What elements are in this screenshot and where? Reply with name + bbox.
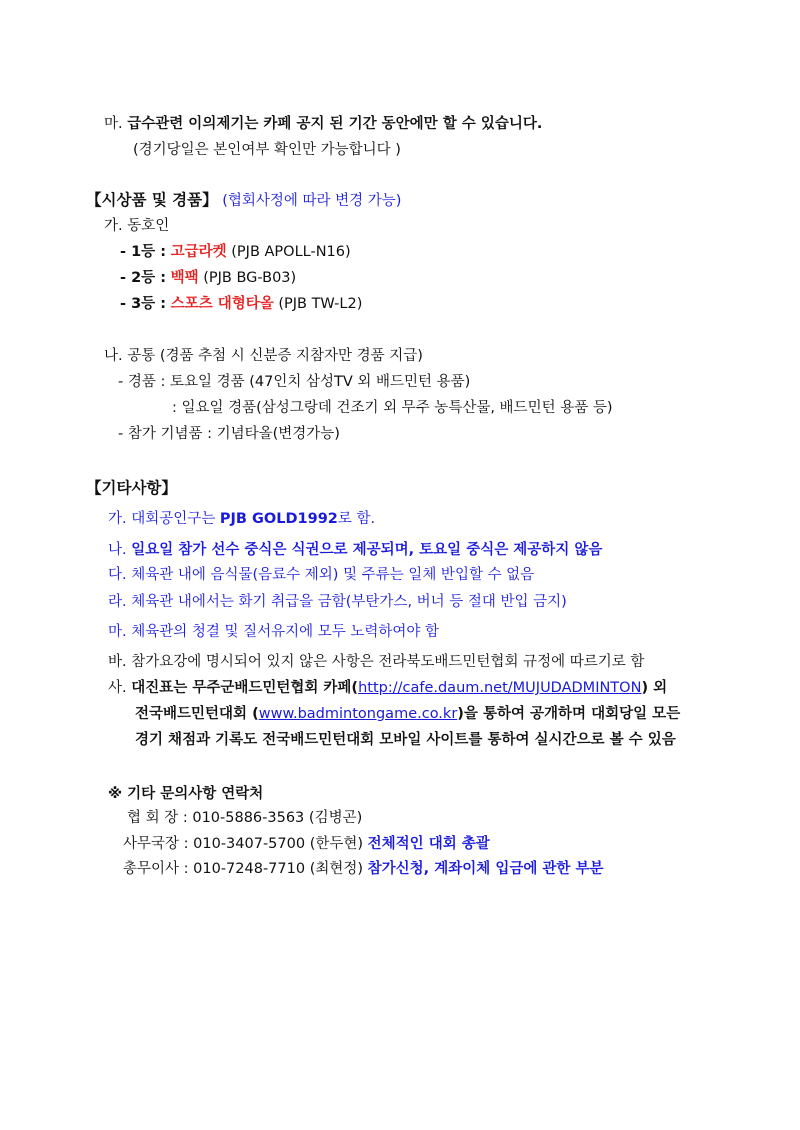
etc-heading: 【기타사항】 bbox=[86, 479, 177, 497]
etc-sa-line3: 경기 채점과 기록도 전국배드민턴대회 모바일 사이트를 통하여 실시간으로 볼 수 있음 bbox=[135, 732, 676, 748]
etc-item-sa bbox=[108, 678, 667, 698]
etc-item-ga bbox=[108, 509, 375, 529]
prize-model: (PJB TW-L2) bbox=[278, 296, 363, 312]
prizes-heading-line bbox=[86, 190, 401, 211]
contact-row bbox=[127, 808, 362, 828]
etc-item-da: 다. 체육관 내에 음식물(음료수 제외) 및 주류는 일체 반입할 수 없음 bbox=[108, 567, 535, 583]
etc-na-prefix: 나. bbox=[108, 542, 127, 558]
contacts-heading: ※ 기타 문의사항 연락처 bbox=[108, 786, 264, 802]
prize-rank: - 2등 : bbox=[120, 270, 167, 286]
prize-name: 고급라켓 bbox=[170, 244, 227, 260]
complaint-line bbox=[104, 114, 542, 134]
lottery-saturday: - 경품 : 토요일 경품 (47인치 삼성TV 외 배드민턴 용품) bbox=[118, 374, 471, 390]
contact-phone: 010-5886-3563 bbox=[192, 810, 305, 826]
etc-sa-line2-a: 전국배드민턴대회 ( bbox=[135, 706, 259, 722]
etc-sa-text1: 대진표는 무주군배드민턴협회 카페( bbox=[131, 680, 359, 696]
prize-item-1 bbox=[120, 242, 351, 262]
prize-name: 백팩 bbox=[170, 270, 199, 286]
prize-item-3 bbox=[120, 294, 362, 314]
etc-item-ma: 마. 체육관의 청결 및 질서유지에 모두 노력하여야 함 bbox=[108, 624, 440, 640]
contact-duty: 참가신청, 계좌이체 입금에 관한 부분 bbox=[367, 861, 604, 877]
etc-ga-prefix: 가. 대회공인구는 bbox=[108, 511, 216, 527]
badmintongame-link[interactable]: www.badmintongame.co.kr bbox=[258, 706, 458, 722]
etc-sa-prefix: 사. bbox=[108, 680, 127, 696]
etc-item-ra: 라. 체육관 내에서는 화기 취급을 금함(부탄가스, 버너 등 절대 반입 금지) bbox=[108, 594, 567, 610]
complaint-text: 급수관련 이의제기는 카페 공지 된 기간 동안에만 할 수 있습니다. bbox=[127, 116, 543, 132]
contact-row bbox=[123, 834, 490, 854]
contact-phone: 010-3407-5700 bbox=[193, 836, 306, 852]
contact-phone: 010-7248-7710 bbox=[193, 861, 306, 877]
etc-ga-bold: PJB GOLD1992 bbox=[219, 511, 338, 527]
prizes-group2-title: 나. 공통 (경품 추첨 시 신분증 지참자만 경품 지급) bbox=[104, 348, 423, 364]
contact-role: 협 회 장 : bbox=[127, 810, 188, 826]
contact-person: (최현정) bbox=[309, 861, 364, 877]
contact-person: (한두현) bbox=[309, 836, 364, 852]
prizes-group1-title: 가. 동호인 bbox=[104, 218, 170, 234]
cafe-link[interactable]: http://cafe.daum.net/MUJUDADMINTON bbox=[358, 680, 642, 696]
contact-person: (김병곤) bbox=[308, 810, 363, 826]
etc-item-ba: 바. 참가요강에 명시되어 있지 않은 사항은 전라북도배드민턴협회 규정에 따르기로 함 bbox=[108, 654, 645, 670]
prize-model: (PJB BG-B03) bbox=[203, 270, 297, 286]
prize-model: (PJB APOLL-N16) bbox=[231, 244, 351, 260]
etc-na-text: 일요일 참가 선수 중식은 식권으로 제공되며, 토요일 중식은 제공하지 않음 bbox=[131, 542, 603, 558]
etc-item-na bbox=[108, 540, 602, 560]
prize-item-2 bbox=[120, 268, 296, 288]
etc-sa-text2: ) 외 bbox=[641, 680, 668, 696]
prizes-heading: 【시상품 및 경품】 bbox=[86, 191, 218, 209]
etc-ga-suffix: 로 함. bbox=[337, 511, 376, 527]
lottery-sunday: : 일요일 경품(삼성그랑데 건조기 외 무주 농특산물, 배드민턴 용품 등) bbox=[172, 400, 613, 416]
souvenir: - 참가 기념품 : 기념타올(변경가능) bbox=[118, 426, 340, 442]
prize-rank: - 1등 : bbox=[120, 244, 167, 260]
contact-row bbox=[123, 859, 603, 879]
prizes-heading-note: (협회사정에 따라 변경 가능) bbox=[222, 193, 402, 209]
contact-role: 총무이사 : bbox=[123, 861, 189, 877]
contact-role: 사무국장 : bbox=[123, 836, 189, 852]
complaint-prefix: 마. bbox=[104, 116, 123, 132]
contact-duty: 전체적인 대회 총괄 bbox=[367, 836, 490, 852]
prize-rank: - 3등 : bbox=[120, 296, 167, 312]
etc-sa-line2-b: )을 통하여 공개하며 대회당일 모든 bbox=[457, 706, 681, 722]
prize-name: 스포츠 대형타올 bbox=[170, 296, 274, 312]
etc-sa-line2 bbox=[135, 704, 680, 724]
complaint-note: (경기당일은 본인여부 확인만 가능합니다 ) bbox=[133, 142, 401, 158]
